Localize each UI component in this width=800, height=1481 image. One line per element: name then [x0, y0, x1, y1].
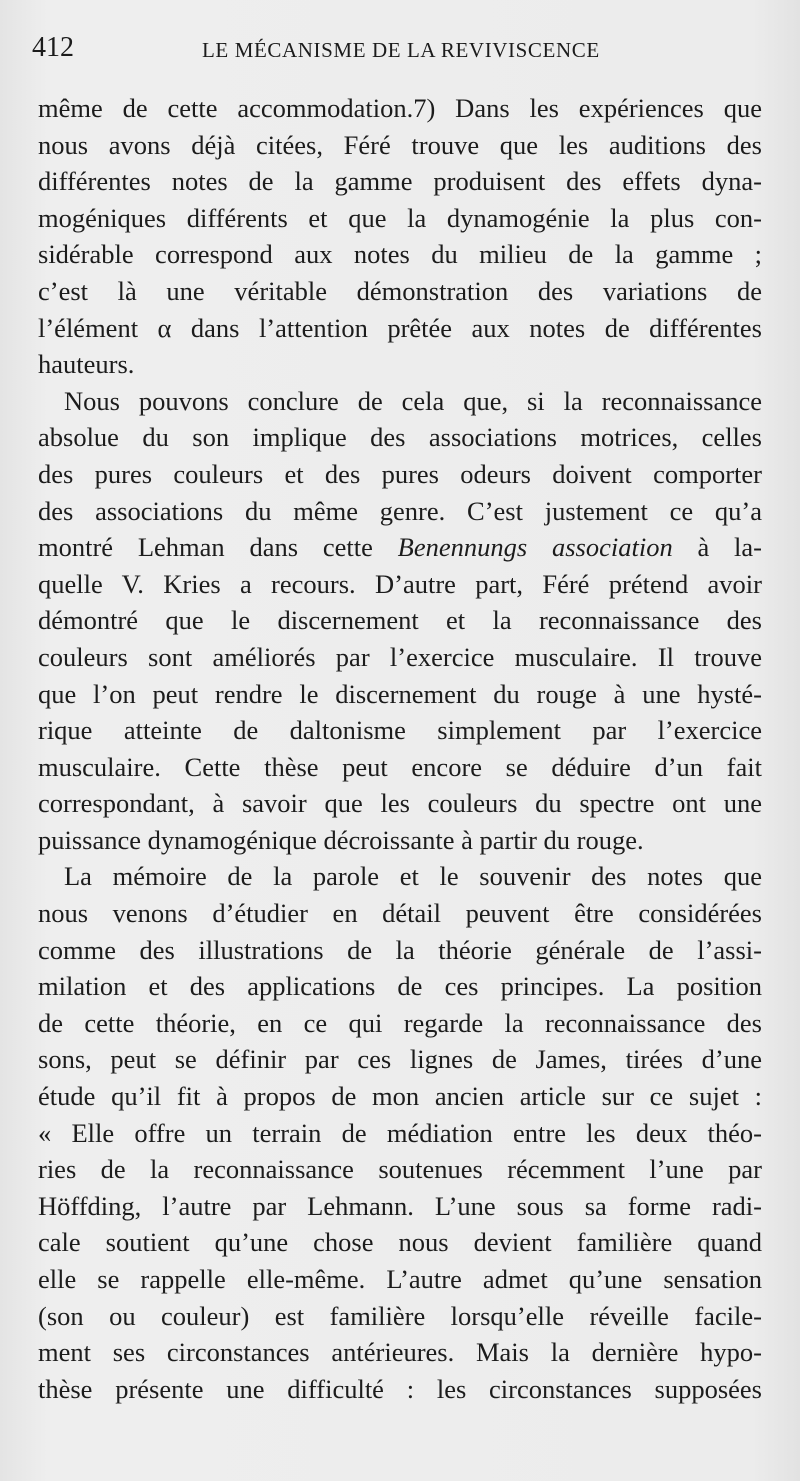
- text-line: correspondant, à savoir que les couleurs du spectre ont une: [38, 788, 762, 819]
- text-line: l’élément α dans l’attention prêtée aux notes de différentes: [38, 312, 762, 343]
- running-title: LE MÉCANISME DE LA REVIVISCENCE: [202, 38, 600, 62]
- text-line: sidérable correspond aux notes du milieu de la gamme ;: [38, 239, 762, 270]
- text-line: elle se rappelle elle-même. L’autre admet qu’une sensation: [38, 1264, 762, 1294]
- text-line: rique atteinte de daltonisme simplement par l’exercice: [38, 715, 762, 746]
- text-line: « Elle offre un terrain de médiation entre les deux théo-: [38, 1117, 762, 1148]
- text-segment: à la-: [672, 532, 762, 563]
- text-line: de cette théorie, en ce qui regarde la reconnaissance des: [38, 1007, 762, 1038]
- text-line: hauteurs.: [38, 349, 135, 380]
- text-line: ries de la reconnaissance soutenues récemment l’une par: [38, 1154, 762, 1185]
- text-line: différentes notes de la gamme produisent des effets dyna-: [38, 166, 762, 197]
- text-line: sons, peut se définir par ces lignes de James, tirées d’une: [38, 1044, 762, 1075]
- text-line: Höffding, l’autre par Lehmann. L’une sous sa forme radi-: [38, 1190, 762, 1221]
- text-line: des associations du même genre. C’est justement ce qu’a: [38, 495, 762, 526]
- text-line: La mémoire de la parole et le souvenir des notes que: [64, 861, 762, 892]
- text-line: absolue du son implique des associations motrices, celles: [38, 422, 762, 453]
- text-line: démontré que le discernement et la reconnaissance des: [38, 605, 762, 636]
- text-line: couleurs sont améliorés par l’exercice musculaire. Il trouve: [38, 641, 762, 672]
- text-line-with-italic: [38, 529, 762, 566]
- text-line: thèse présente une difficulté : les circonstances supposées: [38, 1373, 762, 1404]
- text-line: musculaire. Cette thèse peut encore se déduire d’un fait: [38, 751, 762, 782]
- page-header: [32, 30, 780, 66]
- text-line: ment ses circonstances antérieures. Mais la dernière hypo-: [38, 1337, 762, 1368]
- text-line: c’est là une véritable démonstration des variations de: [38, 275, 762, 306]
- text-line: milation et des applications de ces principes. La position: [38, 971, 762, 1002]
- text-line: comme des illustrations de la théorie générale de l’assi-: [38, 934, 762, 965]
- text-line: des pures couleurs et des pures odeurs doivent comporter: [38, 458, 762, 489]
- text-line: nous venons d’étudier en détail peuvent être considérées: [38, 898, 762, 929]
- page-number: 412: [32, 32, 74, 63]
- text-line: étude qu’il fit à propos de mon ancien article sur ce sujet :: [38, 1081, 762, 1112]
- text-line: cale soutient qu’une chose nous devient familière quand: [38, 1227, 762, 1258]
- body-text: [38, 90, 762, 1407]
- text-line: Nous pouvons conclure de cela que, si la reconnaissance: [64, 385, 762, 416]
- text-line: puissance dynamogénique décroissante à partir du rouge.: [38, 824, 644, 855]
- italic-term: Benennungs association: [397, 532, 673, 563]
- text-line: même de cette accommodation.7) Dans les expériences que: [38, 93, 762, 123]
- text-line: que l’on peut rendre le discernement du rouge à une hysté-: [38, 678, 762, 709]
- text-segment: montré Lehman dans cette: [38, 532, 398, 563]
- text-line: quelle V. Kries a recours. D’autre part, Féré prétend avoir: [38, 568, 762, 599]
- text-line: nous avons déjà citées, Féré trouve que les auditions des: [38, 129, 762, 160]
- text-line: (son ou couleur) est familière lorsqu’elle réveille facile-: [38, 1300, 762, 1331]
- text-line: mogéniques différents et que la dynamogénie la plus con-: [38, 202, 762, 233]
